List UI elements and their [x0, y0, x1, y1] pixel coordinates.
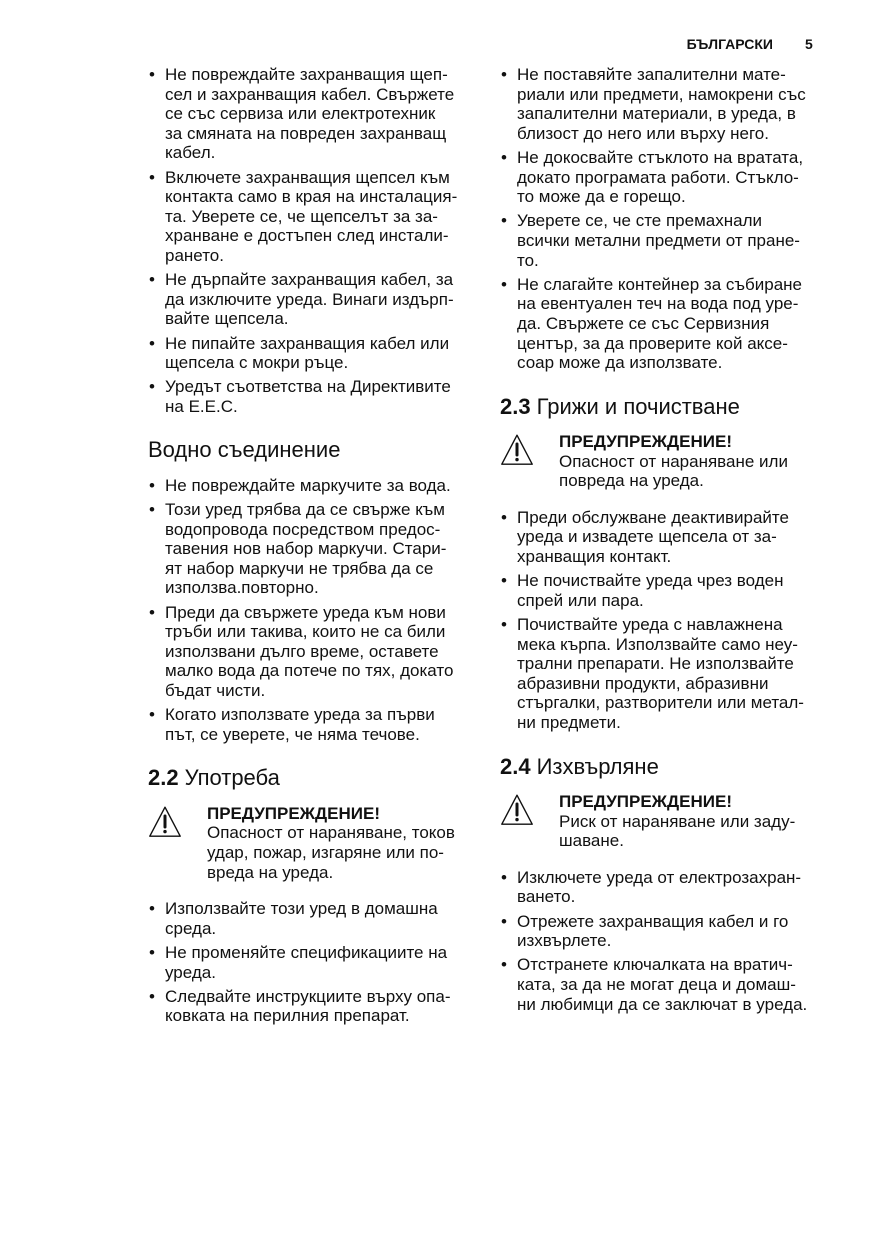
list-item: • Когато използвате уреда за първи път, се уверете, че няма течове.	[148, 705, 493, 744]
list-item: • Почиствайте уреда с навлажнена мека кърпа. Използвайте само неу- трални препарати. Не използвайте абразивни продукти, абразивни стъргалки, разтворители или метал- ни предмети.	[500, 615, 845, 733]
list-item: • Включете захранващия щепсел към контакта само в края на инсталация- та. Уверете се, че щепселът за за- хранване е достъпен след инстали- рането.	[148, 168, 493, 266]
list-item: • Отстранете ключалката на вратич- ката, за да не могат деца и домаш- ни любимци да се заключат в уреда.	[500, 955, 845, 1014]
warning-label: ПРЕДУПРЕЖДЕНИЕ!	[559, 432, 732, 452]
list-item: • Не променяйте спецификациите на уреда.	[148, 943, 493, 982]
page-number: 5	[805, 36, 813, 52]
list-item: • Използвайте този уред в домашна среда.	[148, 899, 493, 938]
warning-label: ПРЕДУПРЕЖДЕНИЕ!	[559, 791, 732, 811]
section-number: 2.2	[148, 765, 179, 791]
warning-text: Опасност от нараняване, токов удар, пожар, изгаряне или по- вреда на уреда.	[207, 823, 455, 882]
warning-triangle-icon	[500, 793, 559, 827]
list-item: • Изключете уреда от електрозахран- ването.	[500, 868, 845, 907]
list-item: • Не пипайте захранващия кабел или щепсела с мокри ръце.	[148, 334, 493, 373]
list-item: • Не повреждайте маркучите за вода.	[148, 476, 493, 496]
warning-box	[148, 804, 493, 882]
list-item: • Отрежете захранващия кабел и го изхвърлете.	[500, 912, 845, 951]
list-item: • Уверете се, че сте премахнали всички метални предмети от пране- то.	[500, 211, 845, 270]
list-item: • Не докосвайте стъклото на вратата, докато програмата работи. Стъкло- то може да е горещо.	[500, 148, 845, 207]
warning-body	[559, 792, 795, 851]
list-item: • Преди обслужване деактивирайте уреда и извадете щепсела от за- хранващия контакт.	[500, 508, 845, 567]
disposal-list	[500, 868, 845, 1014]
list-item: • Преди да свържете уреда към нови тръби или такива, които не са били използвани дълго време, оставете малко вода да потече по тях, докато бъдат чисти.	[148, 603, 493, 701]
right-column	[500, 65, 845, 1014]
warning-text: Опасност от нараняване или повреда на уреда.	[559, 451, 788, 491]
list-item: • Уредът съответства на Директивите на Е.Е.С.	[148, 377, 493, 416]
list-item: • Не повреждайте захранващия щеп- сел и захранващия кабел. Свържете се със сервиза или електротехник за смяната на повреден захранващ кабел.	[148, 65, 493, 163]
left-column	[148, 65, 493, 1026]
warning-triangle-icon	[500, 433, 559, 467]
section-title-text: Грижи и почистване	[536, 393, 740, 419]
safety-list-general	[148, 65, 493, 416]
section-number: 2.4	[500, 753, 531, 779]
section-title-text: Употреба	[184, 765, 280, 791]
warning-body	[559, 432, 788, 491]
safety-list-continued	[500, 65, 845, 373]
care-cleaning-list	[500, 508, 845, 733]
section-title-disposal	[500, 753, 845, 781]
list-item: • Не почиствайте уреда чрез воден спрей или пара.	[500, 571, 845, 610]
list-item: • Не дърпайте захранващия кабел, за да изключите уреда. Винаги издърп- вайте щепсела.	[148, 270, 493, 329]
water-connection-list	[148, 476, 493, 745]
warning-box	[500, 432, 845, 491]
list-item: • Не слагайте контейнер за събиране на евентуален теч на вода под уре- да. Свържете се със Сервизния център, за да проверите кой аксе- соар може да използвате.	[500, 275, 845, 373]
section-title-use	[148, 764, 493, 792]
list-item: • Следвайте инструкциите върху опа- ковката на перилния препарат.	[148, 987, 493, 1026]
warning-box	[500, 792, 845, 851]
header-language: БЪЛГАРСКИ	[686, 36, 773, 52]
warning-label: ПРЕДУПРЕЖДЕНИЕ!	[207, 803, 380, 823]
use-list	[148, 899, 493, 1026]
section-title-text: Водно съединение	[148, 437, 341, 463]
section-title-text: Изхвърляне	[536, 753, 659, 779]
warning-body	[207, 804, 455, 882]
section-title-care-cleaning	[500, 393, 845, 421]
list-item: • Този уред трябва да се свърже към водопровода посредством предос- тавения нов набор маркучи. Стари- ят набор маркучи не трябва да се използва.повторно.	[148, 500, 493, 598]
warning-triangle-icon	[148, 805, 207, 839]
subsection-title-water-connection	[148, 436, 493, 464]
warning-text: Риск от нараняване или заду- шаване.	[559, 811, 796, 851]
section-number: 2.3	[500, 393, 531, 419]
list-item: • Не поставяйте запалителни мате- риали или предмети, намокрени със запалителни материали, в уреда, в близост до него или върху него.	[500, 65, 845, 143]
